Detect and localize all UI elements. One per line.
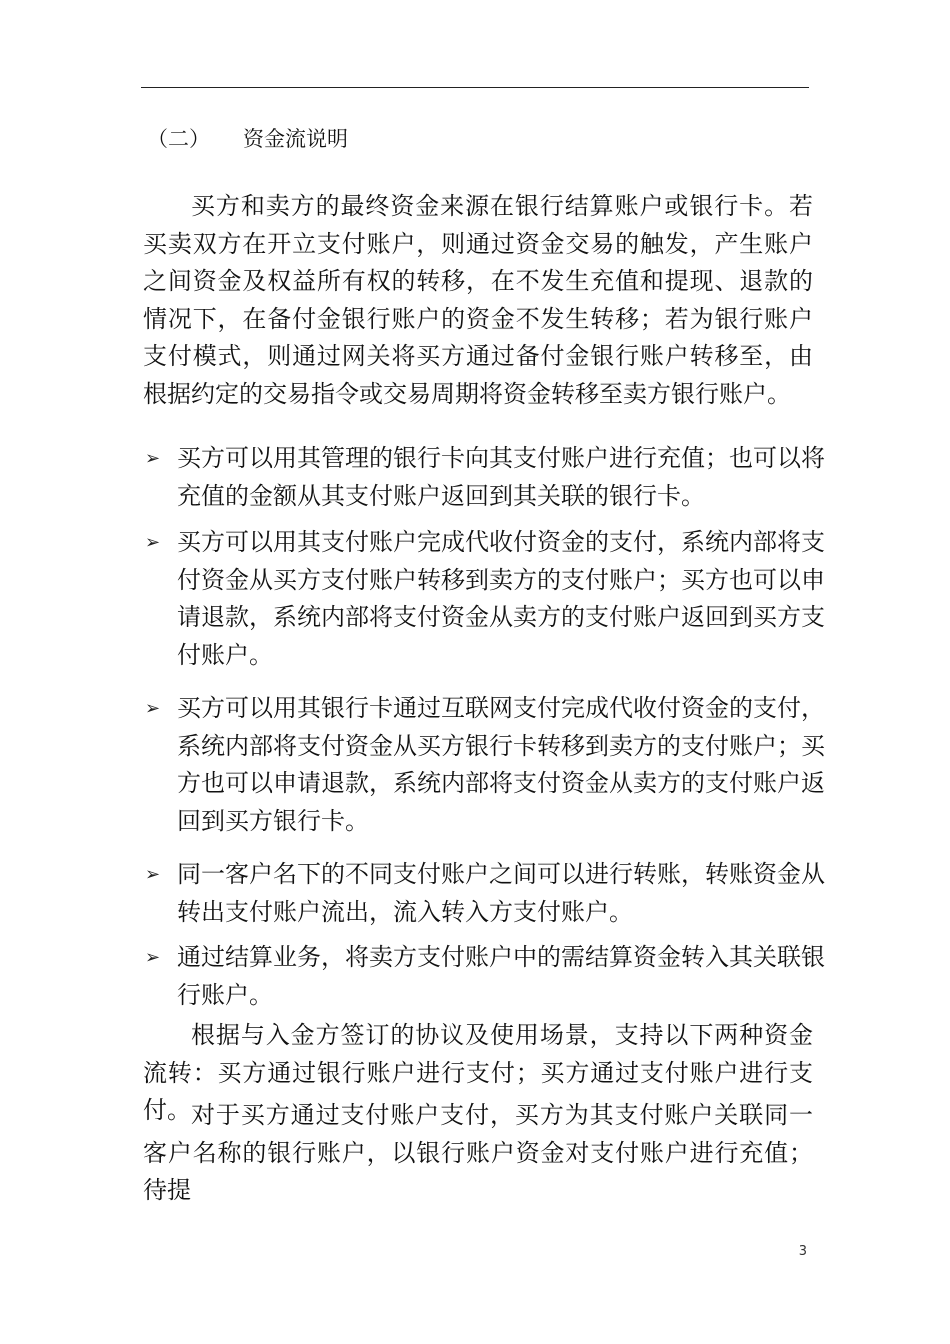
- arrow-bullet-icon: ➢: [145, 448, 161, 469]
- bullet-text: 买方可以用其支付账户完成代收付资金的支付，系统内部将支付资金从买方支付账户转移到卖方的支付账户；买方也可以申请退款，系统内部将支付资金从卖方的支付账户返回到买方支付账户。: [177, 528, 825, 669]
- section-number: （二）: [147, 127, 210, 151]
- bullet-text: 买方可以用其管理的银行卡向其支付账户进行充值；也可以将充值的金额从其支付账户返回到其关联的银行卡。: [177, 444, 825, 510]
- arrow-bullet-icon: ➢: [145, 864, 161, 885]
- section-title: 资金流说明: [243, 127, 348, 151]
- header-rule: [141, 87, 809, 88]
- bullet-item-recharge: [145, 440, 830, 515]
- arrow-bullet-icon: ➢: [145, 698, 161, 719]
- arrow-bullet-icon: ➢: [145, 532, 161, 553]
- bullet-text: 通过结算业务，将卖方支付账户中的需结算资金转入其关联银行账户。: [177, 943, 825, 1009]
- bullet-item-transfer: [145, 856, 830, 931]
- bullet-text: 买方可以用其银行卡通过互联网支付完成代收付资金的支付，系统内部将支付资金从买方银行卡转移到卖方的支付账户；买方也可以申请退款，系统内部将支付资金从卖方的支付账户返回到买方银行卡。: [177, 694, 825, 835]
- page-number: 3: [798, 1244, 807, 1259]
- paragraph-account-payment: 对于买方通过支付账户支付，买方为其支付账户关联同一客户名称的银行账户，以银行账户资金对支付账户进行充值；待提: [143, 1101, 813, 1204]
- section-heading: [147, 122, 348, 156]
- paragraph-fund-sources: 买方和卖方的最终资金来源在银行结算账户或银行卡。若买卖双方在开立支付账户，则通过资金交易的触发，产生账户之间资金及权益所有权的转移，在不发生充值和提现、退款的情况下，在备付金银行账户的资金不发生转移；若为银行账户支付模式，则通过网关将买方通过备付金银行账户转移至，由根据约定的交易指令或交易周期将资金转移至卖方银行账户。: [143, 192, 813, 408]
- arrow-bullet-icon: ➢: [145, 947, 161, 968]
- bullet-item-card-payment: [145, 690, 830, 840]
- bullet-text: 同一客户名下的不同支付账户之间可以进行转账，转账资金从转出支付账户流出，流入转入方支付账户。: [177, 860, 825, 926]
- bullet-item-settlement: [145, 939, 830, 1014]
- paragraph-flow-modes: 根据与入金方签订的协议及使用场景，支持以下两种资金流转：买方通过银行账户进行支付；买方通过支付账户进行支付。: [143, 1021, 813, 1124]
- bullet-item-account-payment: [145, 524, 830, 674]
